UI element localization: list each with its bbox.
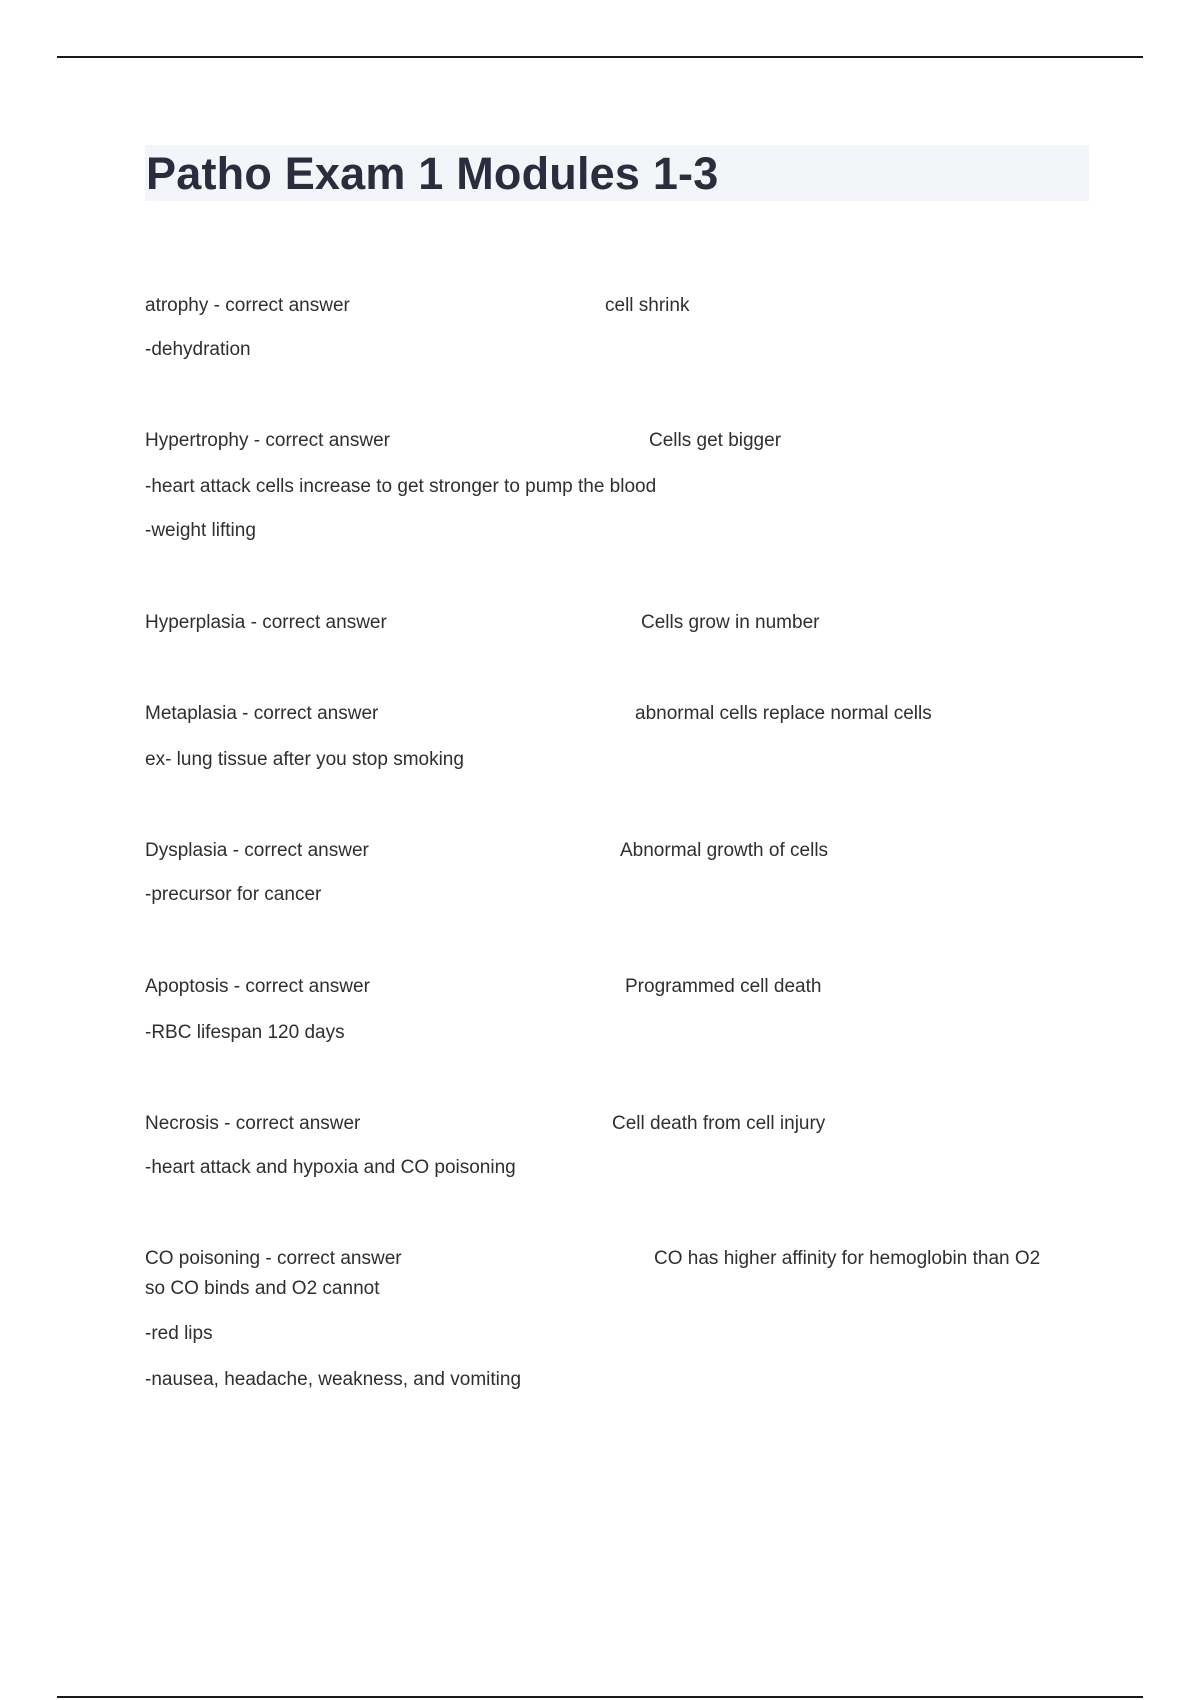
card-note: -dehydration [145, 339, 251, 360]
card-term: Hypertrophy - correct answer [145, 430, 390, 451]
card-term: atrophy - correct answer [145, 295, 350, 316]
card-note: -nausea, headache, weakness, and vomiting [145, 1369, 522, 1390]
card-note: -RBC lifespan 120 days [145, 1022, 345, 1043]
page-title: Patho Exam 1 Modules 1-3 [146, 148, 719, 199]
card-note: -weight lifting [145, 520, 256, 541]
card-definition-continued: so CO binds and O2 cannot [145, 1278, 380, 1299]
card-definition: Programmed cell death [625, 976, 822, 997]
card-note: -heart attack cells increase to get stronger to pump the blood [145, 476, 657, 497]
card-definition: cell shrink [605, 295, 690, 316]
card-note: ex- lung tissue after you stop smoking [145, 749, 464, 770]
card-definition: Cells grow in number [641, 612, 820, 633]
top-rule [57, 56, 1143, 58]
card-term: Hyperplasia - correct answer [145, 612, 387, 633]
card-definition: Cell death from cell injury [612, 1113, 826, 1134]
card-term: Dysplasia - correct answer [145, 840, 369, 861]
card-definition: CO has higher affinity for hemoglobin than O2 [654, 1248, 1041, 1269]
card-term: CO poisoning - correct answer [145, 1248, 402, 1269]
card-definition: Cells get bigger [649, 430, 782, 451]
card-definition: abnormal cells replace normal cells [635, 703, 932, 724]
card-note: -heart attack and hypoxia and CO poisoning [145, 1157, 516, 1178]
card-note: -red lips [145, 1323, 213, 1344]
card-term: Apoptosis - correct answer [145, 976, 370, 997]
card-term: Necrosis - correct answer [145, 1113, 361, 1134]
bottom-rule [57, 1696, 1143, 1698]
card-term: Metaplasia - correct answer [145, 703, 379, 724]
card-note: -precursor for cancer [145, 884, 322, 905]
card-definition: Abnormal growth of cells [620, 840, 829, 861]
